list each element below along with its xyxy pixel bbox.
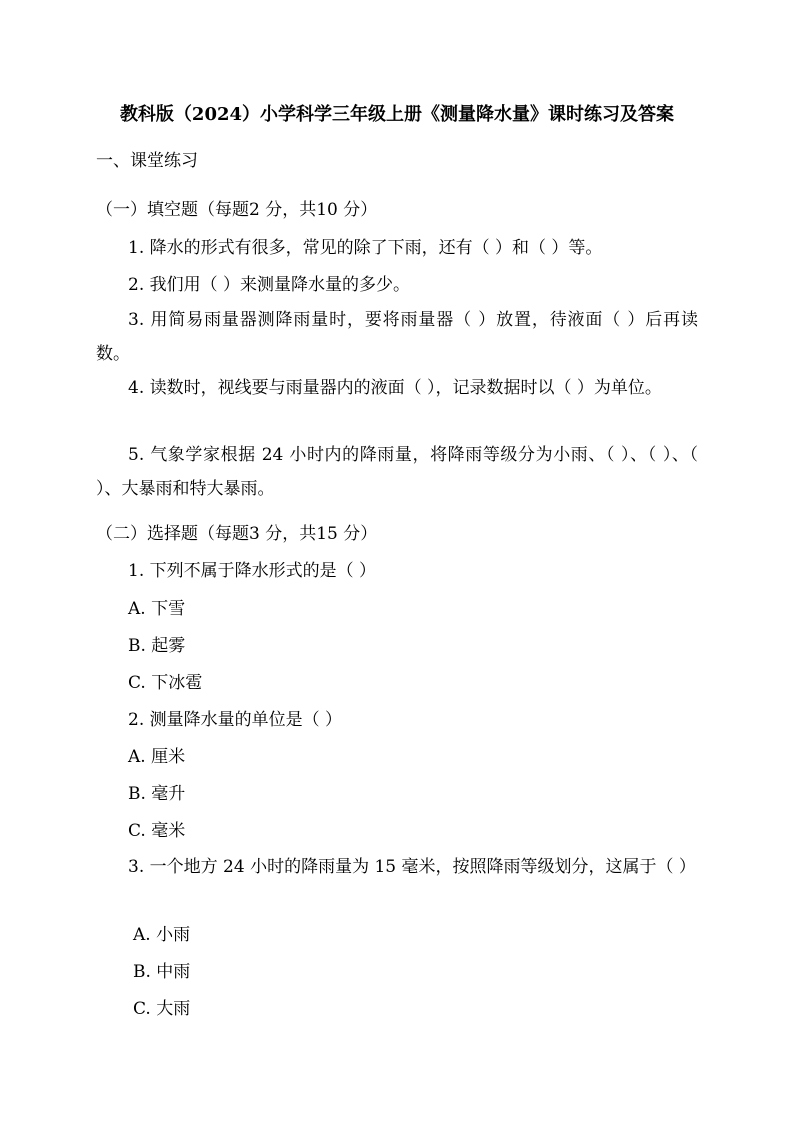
question-3-stem: 3. 一个地方 24 小时的降雨量为 15 毫米，按照降雨等级划分，这属于（ ） bbox=[128, 857, 696, 877]
section-heading-class-practice: 一、课堂练习 bbox=[96, 151, 198, 171]
fill-blank-item-5: 5. 气象学家根据 24 小时内的降雨量，将降雨等级分为小雨、（ ）、（ ）、（ ）、大暴雨和特大暴雨。 bbox=[96, 445, 698, 499]
fill-blank-heading: （一）填空题（每题2 分，共10 分） bbox=[96, 200, 378, 220]
question-2-stem: 2. 测量降水量的单位是（ ） bbox=[128, 710, 343, 730]
fill-blank-item-2: 2. 我们用（ ）来测量降水量的多少。 bbox=[128, 275, 411, 295]
question-3-option-b: B. 中雨 bbox=[133, 962, 191, 982]
fill-blank-item-1: 1. 降水的形式有很多，常见的除了下雨，还有（ ）和（ ）等。 bbox=[128, 238, 603, 258]
fill-blank-item-4: 4. 读数时，视线要与雨量器内的液面（ ），记录数据时以（ ）为单位。 bbox=[128, 378, 662, 398]
question-2-option-a: A. 厘米 bbox=[128, 747, 186, 767]
question-1-stem: 1. 下列不属于降水形式的是（ ） bbox=[128, 561, 377, 581]
question-3-option-c: C. 大雨 bbox=[133, 999, 191, 1019]
multiple-choice-heading: （二）选择题（每题3 分，共15 分） bbox=[96, 524, 378, 544]
page-title: 教科版（2024）小学科学三年级上册《测量降水量》课时练习及答案 bbox=[119, 104, 675, 125]
question-2-option-b: B. 毫升 bbox=[128, 784, 186, 804]
question-1-option-c: C. 下冰雹 bbox=[128, 673, 203, 693]
fill-blank-item-3: 3. 用简易雨量器测降雨量时，要将雨量器（ ）放置，待液面（ ）后再读数。 bbox=[96, 310, 698, 364]
question-3-option-a: A. 小雨 bbox=[133, 925, 191, 945]
question-1-option-a: A. 下雪 bbox=[128, 599, 186, 619]
question-1-option-b: B. 起雾 bbox=[128, 636, 186, 656]
question-2-option-c: C. 毫米 bbox=[128, 821, 186, 841]
